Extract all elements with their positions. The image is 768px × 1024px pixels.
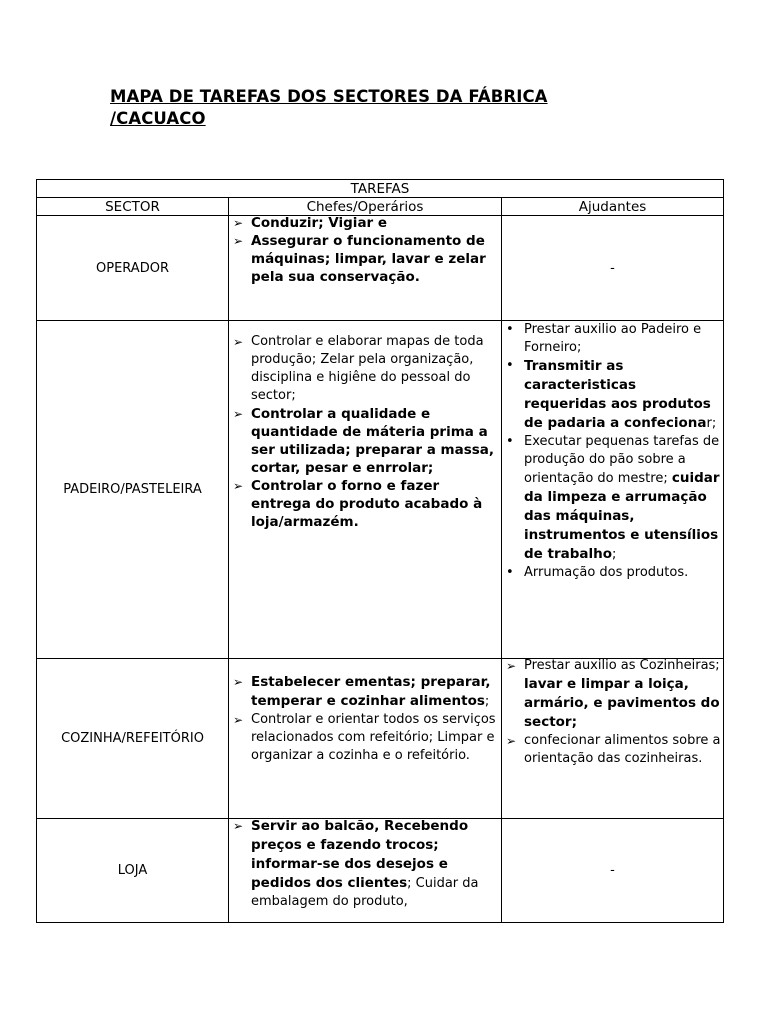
chefes-padeiro: [229, 321, 502, 659]
chefes-loja: [229, 819, 502, 923]
document-title: [110, 86, 630, 130]
ajudantes-loja: -: [502, 819, 724, 923]
list-item: ➢ confecionar alimentos sobre a orientação das cozinheiras.: [502, 732, 723, 768]
list-item: ➢ Conduzir; Vigiar e: [229, 214, 501, 232]
sector-loja: LOJA: [37, 819, 229, 923]
table-row-operador: [37, 216, 724, 321]
list-item: ➢ Controlar e elaborar mapas de toda produção; Zelar pela organização, disciplina e higiêne do pessoal do sector;: [229, 333, 501, 405]
list-item: • Prestar auxilio ao Padeiro e Forneiro;: [502, 321, 723, 357]
header-ajudantes: Ajudantes: [502, 198, 724, 216]
list-item: ➢ Estabelecer ementas; preparar, temperar e cozinhar alimentos;: [229, 673, 501, 711]
ajudantes-padeiro: [502, 321, 724, 659]
list-item: ➢ Assegurar o funcionamento de máquinas; limpar, lavar e zelar pela sua conservação.: [229, 232, 501, 286]
list-item: ➢ Servir ao balcão, Recebendo preços e fazendo trocos; informar-se dos desejos e pedidos dos clientes; Cuidar da embalagem do produto,: [229, 817, 501, 911]
title-line-2: /CACUACO: [110, 109, 206, 128]
list-item: • Arrumação dos produtos.: [502, 564, 723, 582]
list-item: ➢ Controlar e orientar todos os serviços relacionados com refeitório; Limpar e organizar a cozinha e o refeitório.: [229, 711, 501, 765]
title-line-1: MAPA DE TAREFAS DOS SECTORES DA FÁBRICA: [110, 87, 548, 106]
ajudantes-operador: -: [502, 216, 724, 321]
header-tarefas: TAREFAS: [37, 180, 724, 198]
list-item: • Executar pequenas tarefas de produção do pão sobre a orientação do mestre; cuidar da limpeza e arrumação das máquinas, instrumentos e utensílios de trabalho;: [502, 433, 723, 564]
list-item: • Transmitir as caracteristicas requeridas aos produtos de padaria a confecionar;: [502, 357, 723, 433]
list-item: ➢ Controlar o forno e fazer entrega do produto acabado à loja/armazém.: [229, 477, 501, 531]
sector-padeiro: PADEIRO/PASTELEIRA: [37, 321, 229, 659]
sector-operador: OPERADOR: [37, 216, 229, 321]
chefes-operador: [229, 216, 502, 321]
table-row-loja: [37, 819, 724, 923]
chefes-cozinha: [229, 659, 502, 819]
header-chefes: Chefes/Operários: [229, 198, 502, 216]
tasks-table: [36, 179, 724, 923]
list-item: ➢ Prestar auxilio as Cozinheiras; lavar e limpar a loiça, armário, e pavimentos do sector;: [502, 657, 723, 732]
sector-cozinha: COZINHA/REFEITÓRIO: [37, 659, 229, 819]
list-item: ➢ Controlar a qualidade e quantidade de máteria prima a ser utilizada; preparar a massa, cortar, pesar e enrrolar;: [229, 405, 501, 477]
header-row-tarefas: [37, 180, 724, 198]
ajudantes-cozinha: [502, 659, 724, 819]
table-row-cozinha: [37, 659, 724, 819]
header-row-columns: [37, 198, 724, 216]
header-sector: SECTOR: [37, 198, 229, 216]
table-row-padeiro: [37, 321, 724, 659]
